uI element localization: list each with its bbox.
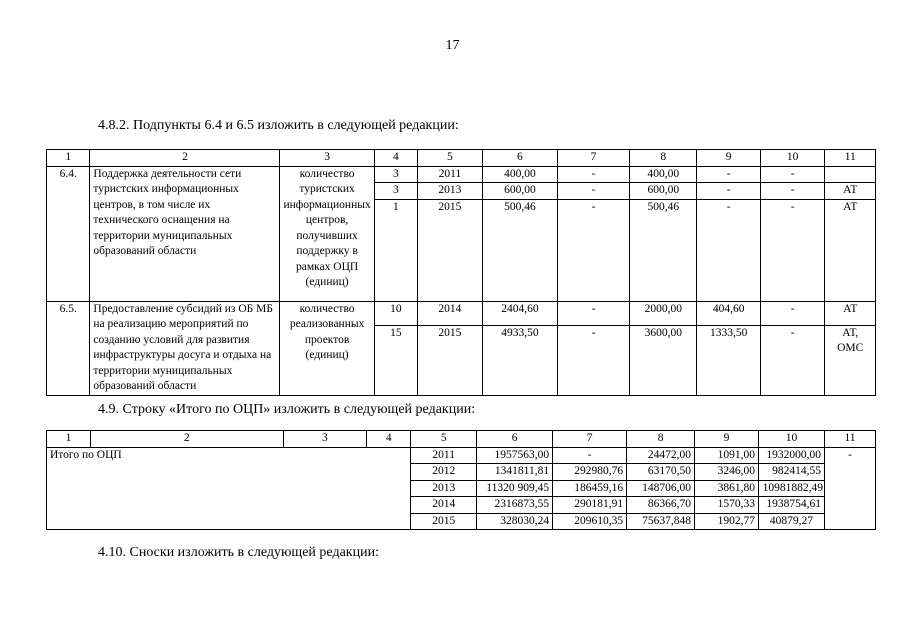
cell: 2012 xyxy=(411,464,477,481)
cell: 3246,00 xyxy=(695,464,759,481)
cell: 2015 xyxy=(417,199,482,301)
table-subitems-6-4-6-5 xyxy=(46,149,876,396)
cell: - xyxy=(553,447,627,464)
cell: 40879,27 xyxy=(759,513,825,530)
cell: 63170,50 xyxy=(627,464,695,481)
table-row xyxy=(47,447,876,464)
cell: 292980,76 xyxy=(553,464,627,481)
header-cell: 7 xyxy=(557,150,629,167)
cell: 1902,77 xyxy=(695,513,759,530)
header-cell: 4 xyxy=(374,150,417,167)
cell: - xyxy=(760,301,825,325)
cell: - xyxy=(760,183,825,200)
header-cell: 3 xyxy=(280,150,374,167)
cell: - xyxy=(760,325,825,395)
cell: 328030,24 xyxy=(477,513,553,530)
header-cell: 8 xyxy=(627,431,695,448)
cell: 86366,70 xyxy=(627,497,695,514)
cell: 2011 xyxy=(417,166,482,183)
header-cell: 11 xyxy=(825,150,876,167)
table-header-row xyxy=(47,150,876,167)
cell: 24472,00 xyxy=(627,447,695,464)
cell: 1938754,61 xyxy=(759,497,825,514)
header-cell: 6 xyxy=(477,431,553,448)
cell: 3861,80 xyxy=(695,480,759,497)
cell: 2014 xyxy=(411,497,477,514)
cell: 982414,55 xyxy=(759,464,825,481)
cell: - xyxy=(697,166,760,183)
cell: 1091,00 xyxy=(695,447,759,464)
cell: 10 xyxy=(374,301,417,325)
cell: - xyxy=(557,183,629,200)
cell: 3 xyxy=(374,183,417,200)
cell: АТ xyxy=(825,183,876,200)
cell: 400,00 xyxy=(482,166,557,183)
header-cell: 10 xyxy=(760,150,825,167)
header-cell: 11 xyxy=(824,431,875,448)
total-label: Итого по ОЦП xyxy=(47,447,411,530)
cell: 2011 xyxy=(411,447,477,464)
cell: 10981882,49 xyxy=(759,480,825,497)
cell: 2013 xyxy=(417,183,482,200)
item-number: 6.5. xyxy=(47,301,90,395)
cell: 600,00 xyxy=(630,183,697,200)
cell: - xyxy=(557,166,629,183)
cell: 1957563,00 xyxy=(477,447,553,464)
table-row xyxy=(47,301,876,325)
table-header-row xyxy=(47,431,876,448)
header-cell: 3 xyxy=(283,431,367,448)
cell: 75637,848 xyxy=(627,513,695,530)
cell: АТ xyxy=(825,199,876,301)
table-total-ocp xyxy=(46,430,876,530)
cell: 404,60 xyxy=(697,301,760,325)
cell: 500,46 xyxy=(630,199,697,301)
cell: 1341811,81 xyxy=(477,464,553,481)
header-cell: 9 xyxy=(695,431,759,448)
cell: 15 xyxy=(374,325,417,395)
cell: 2013 xyxy=(411,480,477,497)
cell: 2316873,55 xyxy=(477,497,553,514)
cell: АТ, ОМС xyxy=(825,325,876,395)
cell: 290181,91 xyxy=(553,497,627,514)
cell: 209610,35 xyxy=(553,513,627,530)
header-cell: 8 xyxy=(630,150,697,167)
item-number: 6.4. xyxy=(47,166,90,301)
header-cell: 1 xyxy=(47,431,91,448)
cell: 2015 xyxy=(417,325,482,395)
header-cell: 10 xyxy=(759,431,825,448)
cell: - xyxy=(760,199,825,301)
total-col11: - xyxy=(824,447,875,530)
header-cell: 1 xyxy=(47,150,90,167)
header-cell: 9 xyxy=(697,150,760,167)
cell: 3 xyxy=(374,166,417,183)
header-cell: 2 xyxy=(90,150,280,167)
header-cell: 4 xyxy=(367,431,411,448)
cell: 400,00 xyxy=(630,166,697,183)
cell: 2014 xyxy=(417,301,482,325)
cell: 2015 xyxy=(411,513,477,530)
item-name: Предоставление субсидий из ОБ МБ на реализацию мероприятий по созданию условий для развития инфраструктуры досуга и отдыха на территории муниципальных образований области xyxy=(90,301,280,395)
cell: - xyxy=(760,166,825,183)
paragraph-4-9: 4.9. Строку «Итого по ОЦП» изложить в следующей редакции: xyxy=(98,402,476,417)
cell: 2000,00 xyxy=(630,301,697,325)
cell: 186459,16 xyxy=(553,480,627,497)
cell: 148706,00 xyxy=(627,480,695,497)
cell: 3600,00 xyxy=(630,325,697,395)
cell: 500,46 xyxy=(482,199,557,301)
cell: 2404,60 xyxy=(482,301,557,325)
cell: 4933,50 xyxy=(482,325,557,395)
cell: 11320 909,45 xyxy=(477,480,553,497)
header-cell: 2 xyxy=(90,431,283,448)
cell: 1570,33 xyxy=(695,497,759,514)
cell: 1932000,00 xyxy=(759,447,825,464)
header-cell: 6 xyxy=(482,150,557,167)
item-name: Поддержка деятельности сети туристских информационных центров, в том числе их технического оснащения на территории муниципальных образований области xyxy=(90,166,280,301)
cell: АТ xyxy=(825,301,876,325)
cell: - xyxy=(557,301,629,325)
paragraph-4-8-2: 4.8.2. Подпункты 6.4 и 6.5 изложить в следующей редакции: xyxy=(98,118,459,133)
item-indicator: количество туристских информационных центров, получивших поддержку в рамках ОЦП (единиц) xyxy=(280,166,374,301)
cell: - xyxy=(697,183,760,200)
cell: 600,00 xyxy=(482,183,557,200)
cell: - xyxy=(557,325,629,395)
table-row xyxy=(47,166,876,183)
header-cell: 5 xyxy=(417,150,482,167)
cell: 1 xyxy=(374,199,417,301)
header-cell: 7 xyxy=(553,431,627,448)
cell: - xyxy=(557,199,629,301)
cell xyxy=(825,166,876,183)
item-indicator: количество реализованных проектов (единиц) xyxy=(280,301,374,395)
cell: - xyxy=(697,199,760,301)
paragraph-4-10: 4.10. Сноски изложить в следующей редакции: xyxy=(98,545,379,560)
header-cell: 5 xyxy=(411,431,477,448)
cell: 1333,50 xyxy=(697,325,760,395)
page-number: 17 xyxy=(445,38,460,53)
